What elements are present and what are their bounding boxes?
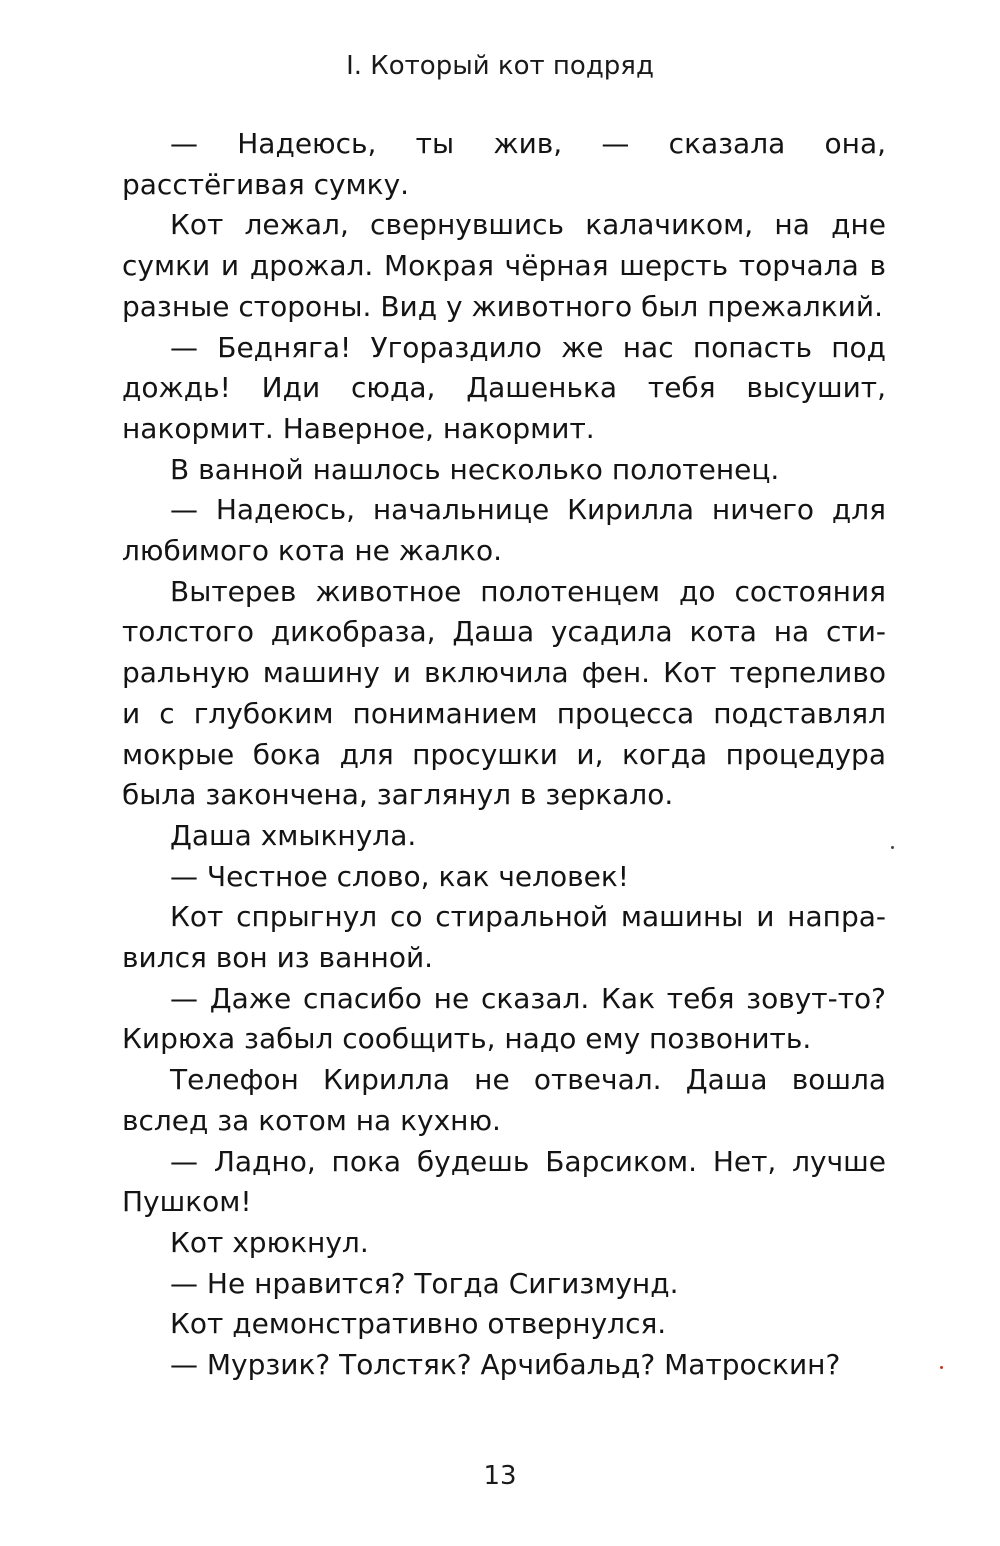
paragraph: Даша хмыкнула. (170, 818, 417, 852)
paragraph: — Даже спасибо не сказал. Как тебя зовут-то? Кирюха забыл сообщить, надо ему позвонить. (122, 981, 886, 1056)
paragraph: Телефон Кирилла не отвечал. Даша вошла вслед за котом на кухню. (122, 1063, 886, 1137)
body-text (122, 124, 886, 1386)
paragraph: Кот демонстративно отвернулся. (170, 1307, 667, 1341)
paragraph: Кот хрюкнул. (170, 1225, 369, 1259)
scan-speck (891, 846, 894, 849)
paragraph: Кот спрыгнул со стиральной машины и направился вон из ванной. (122, 900, 886, 975)
scan-speck (940, 1366, 943, 1369)
paragraph: — Мурзик? Толстяк? Арчибальд? Матроскин? (170, 1348, 841, 1382)
paragraph: — Не нравится? Тогда Сигизмунд. (170, 1266, 679, 1300)
paragraph: В ванной нашлось несколько полотенец. (170, 452, 780, 486)
paragraph: — Честное слово, как человек! (170, 859, 629, 893)
paragraph: — Ладно, пока будешь Барсиком. Нет, лучше Пушком! (122, 1144, 886, 1219)
paragraph: — Надеюсь, начальнице Кирилла ничего для любимого кота не жалко. (122, 493, 886, 568)
paragraph: Вытерев животное полотенцем до состояния толстого дикобраза, Даша усадила кота на стиральную машину и включила фен. Кот терпеливо и с глубоким пониманием процесса подставлял мокрые бока для просушки и, когда процедура была закончена, заглянул в зеркало. (122, 574, 886, 812)
page-number: 13 (483, 1461, 517, 1491)
paragraph: Кот лежал, свернувшись калачиком, на дне сумки и дрожал. Мокрая чёрная шерсть торчала в разные стороны. Вид у животного был прежалкий. (122, 208, 886, 323)
running-head: I. Который кот подряд (346, 51, 654, 81)
paragraph: — Надеюсь, ты жив, — сказала она, расстёгивая сумку. (122, 127, 886, 201)
paragraph: — Бедняга! Угораздило же нас попасть под дождь! Иди сюда, Дашенька тебя высушит, накормит. Наверное, накормит. (122, 330, 886, 445)
